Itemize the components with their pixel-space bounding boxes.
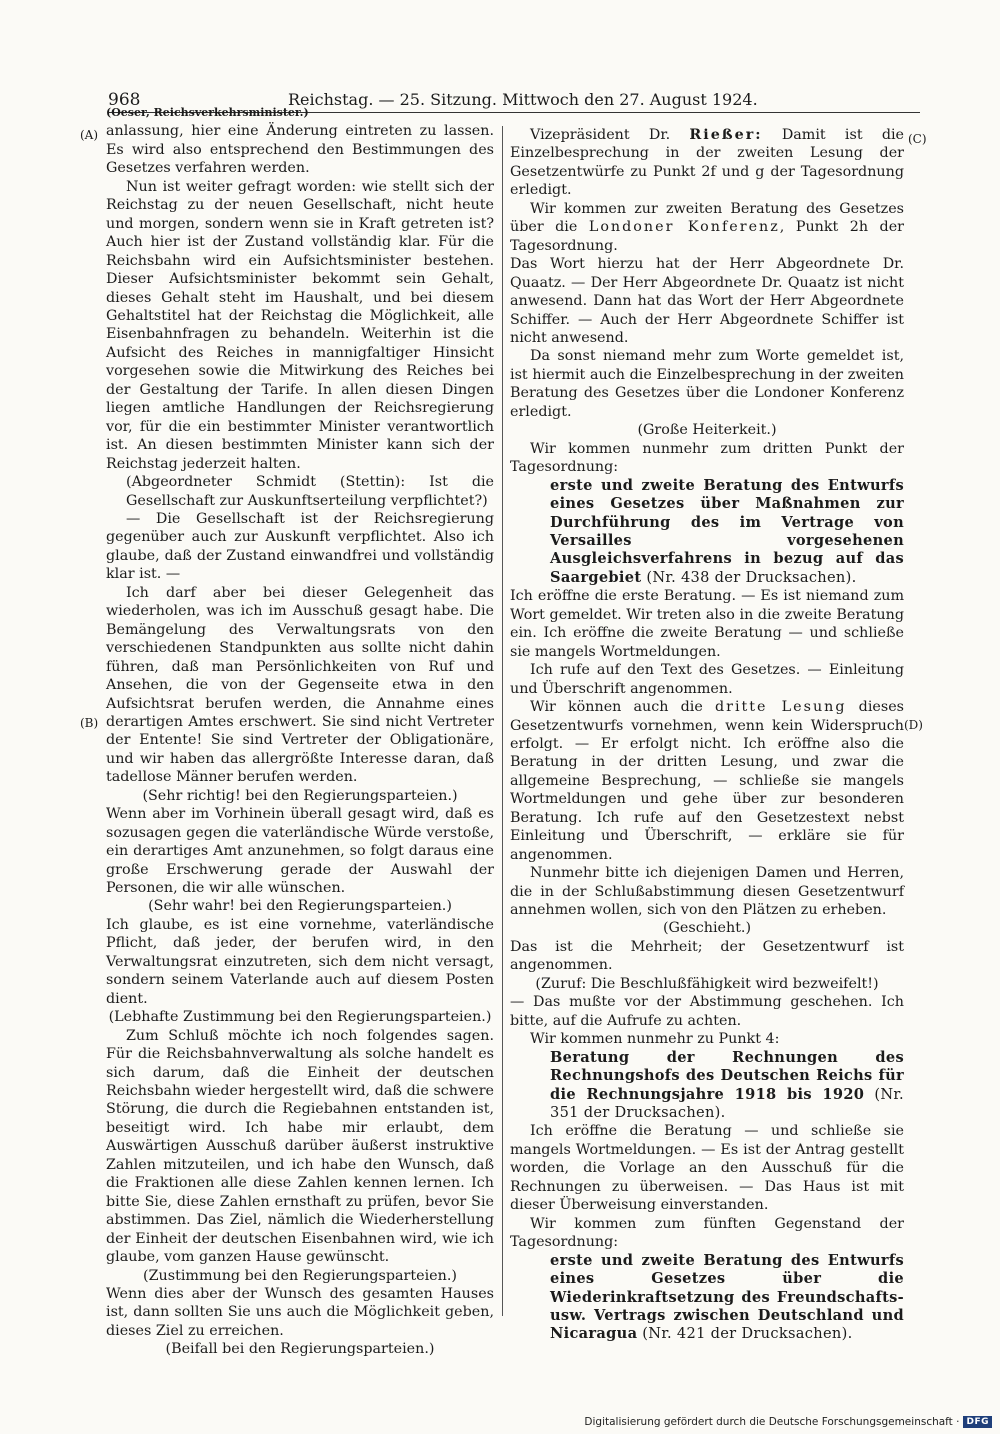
paragraph: Wir kommen nunmehr zum dritten Punkt der Tagesordnung: [510,440,904,476]
paragraph: — Das mußte vor der Abstimmung geschehen. Ich bitte, auf die Aufrufe zu achten. [510,994,904,1029]
reaction: (Sehr wahr! bei den Regierungsparteien.) [148,898,452,915]
paragraph: Ich darf aber bei dieser Gelegenheit das wiederholen, was ich im Ausschuß gesagt habe. Die Bemängelung des Verwaltungsrats von den verschiedenen Standpunkten aus sollte nicht dahin führen, daß man Persönlichkeiten von Ruf und Ansehen, die von der Gegenseite etwa in den Aufsichtsrat berufen werden, die Annahme eines derartigen Amtes erschwert. Sie sind nicht Vertreter der Entente! Sie sind Vertreter der Obligationäre, und wir haben das allergrößte Interesse daran, daß tadellose Männer berufen werden. [106,584,494,786]
paragraph: Wenn aber im Vorhinein überall gesagt wird, daß es sozusagen gegen die vaterländische Würde verstoße, ein derartiges Amt anzunehmen, so folgt daraus eine große Erschwerung gerade der Auswahl der Personen, die wir alle wünschen. [106,806,494,897]
paragraph: Ich eröffne die Beratung — und schließe sie mangels Wortmeldungen. — Es ist der Antrag gestellt worden, die Vorlage an den Ausschuß für die Rechnungen zu überweisen. — Das Haus ist mit dieser Überweisung einverstanden. [510,1123,904,1214]
agenda-item-title: erste und zweite Beratung des Entwurfs eines Gesetzes über die Wiederinkraftsetzung des Freundschafts- usw. Vertrags zwischen Deutschland und Nicaragua (Nr. 421 der Drucksachen). [550,1251,904,1343]
paragraph: Das ist die Mehrheit; der Gesetzentwurf ist angenommen. [510,938,904,974]
paragraph: Wir kommen zum fünften Gegenstand der Tagesordnung: [510,1215,904,1251]
page-number: 968 [108,90,141,110]
paragraph: Zum Schluß möchte ich noch folgendes sagen. Für die Reichsbahnverwaltung als solche handelt es sich darum, daß die Einheit der deutschen Reichsbahn wieder hergestellt wird, daß die schwere Störung, die durch die Regiebahnen entstanden ist, beseitigt wird. Ich habe mir erlaubt, dem Auswärtigen Ausschuß darüber äußerst instruktive Zahlen mitzuteilen, und ich habe den Wunsch, daß die Fraktionen alle diese Zahlen kennen lernen. Ich bitte Sie, diese Zahlen ernsthaft zu prüfen, bevor Sie abstimmen. Das Ziel, nämlich die Wiederherstellung der Einheit der deutschen Eisenbahnen wird, wie ich glaube, vom ganzen Hause gewünscht. [106,1027,494,1266]
paragraph: anlassung, hier eine Änderung eintreten zu lassen. Es wird also entsprechend den Bestimmungen des Gesetzes verfahren werden. [106,123,494,177]
margin-marker-a: (A) [80,128,99,142]
dfg-logo-icon: DFG [963,1416,992,1428]
left-column [106,104,494,1359]
digitization-footer [584,1416,992,1428]
paragraph: Wir kommen zur zweiten Beratung des Gesetzes über die Londoner Konferenz, Punkt 2h der Tagesordnung. [510,200,904,254]
paragraph: Wenn dies aber der Wunsch des gesamten Hauses ist, dann sollten Sie uns auch die Möglichkeit geben, dieses Ziel zu erreichen. [106,1286,494,1339]
running-title: Reichstag. — 25. Sitzung. Mittwoch den 27. August 1924. [288,90,758,109]
right-column [510,126,904,1344]
paragraph: Nunmehr bitte ich diejenigen Damen und Herren, die in der Schlußabstimmung diesen Gesetzentwurf annehmen wollen, sich von den Plätzen zu erheben. [510,865,904,919]
paragraph: Ich eröffne die erste Beratung. — Es ist niemand zum Wort gemeldet. Wir treten also in die zweite Beratung ein. Ich eröffne die zweite Beratung — und schließe sie mangels Wortmeldungen. [510,588,904,660]
paragraph: Nun ist weiter gefragt worden: wie stellt sich der Reichstag zu der neuen Gesellschaft, nicht heute und morgen, sondern wenn sie in Kraft getreten ist? Auch hier ist der Zustand vollständig klar. Für die Reichsbahn wird ein Aufsichtsminister bestehen. Dieser Aufsichtsminister bekommt sein Gehalt, dieses Gehalt steht im Haushalt, und bei diesem Gehaltstitel hat der Reichstag die Möglichkeit, alle Eisenbahnfragen zu behandeln. Weiterhin ist die Aufsicht des Reiches in mannigfaltiger Hinsicht vorgesehen sowie die Mitwirkung des Reiches bei der Gestaltung der Tarife. In allen diesen Dingen liegen amtliche Handlungen der Reichsregierung vor, für die ein bestimmter Minister verantwortlich ist. An diesen bestimmten Minister kann sich der Reichstag jederzeit halten. [106,178,494,472]
margin-marker-b: (B) [80,716,99,730]
reaction: (Zustimmung bei den Regierungsparteien.) [143,1267,457,1284]
margin-marker-c: (C) [908,132,927,146]
paragraph: Das Wort hierzu hat der Herr Abgeordnete Dr. Quaatz. — Der Herr Abgeordnete Dr. Quaatz ist nicht anwesend. Dann hat das Wort der Herr Abgeordnete Schiffer. — Auch der Herr Abgeordnete Schiffer ist nicht anwesend. [510,256,904,346]
paragraph: — Die Gesellschaft ist der Reichsregierung gegenüber auch zur Auskunft verpflichtet. Also ich glaube, daß der Zustand einwandfrei und vollständig klar ist. — [106,510,494,583]
speaker-tag: (Oeser, Reichsverkehrsminister.) [106,106,309,119]
paragraph: Da sonst niemand mehr zum Worte gemeldet ist, ist hiermit auch die Einzelbesprechung in der zweiten Beratung des Gesetzes über die Londoner Konferenz erledigt. [510,348,904,420]
paragraph: Ich rufe auf den Text des Gesetzes. — Einleitung und Überschrift angenommen. [510,662,904,697]
reaction: (Große Heiterkeit.) [637,422,777,439]
margin-marker-d: (D) [904,718,923,732]
interjection: (Abgeordneter Schmidt (Stettin): Ist die Gesellschaft zur Auskunftserteilung verpflichtet?) [126,474,494,509]
footer-text: Digitalisierung gefördert durch die Deutsche Forschungsgemeinschaft · [584,1416,960,1428]
reaction: (Geschieht.) [662,920,752,937]
speaker-name: Rießer: [689,127,763,143]
agenda-item-title: erste und zweite Beratung des Entwurfs eines Gesetzes über Maßnahmen zur Durchführung des im Vertrage von Versailles vorgesehenen Ausgleichsverfahrens in bezug auf das Saargebiet (Nr. 438 der Drucksachen). [550,476,904,586]
column-divider [502,126,503,1316]
reaction: (Lebhafte Zustimmung bei den Regierungsparteien.) [108,1009,492,1026]
reaction: (Beifall bei den Regierungsparteien.) [165,1341,435,1358]
paragraph: Ich glaube, es ist eine vornehme, vaterländische Pflicht, daß jeder, der berufen wird, in den Verwaltungsrat einzutreten, sich dem nicht versagt, sondern seinem Vaterlande auch auf diesem Posten dient. [106,916,494,1007]
reaction: (Zuruf: Die Beschlußfähigkeit wird bezweifelt!) [535,975,879,992]
agenda-item-title: Beratung der Rechnungen des Rechnungshofs des Deutschen Reichs für die Rechnungsjahre 1918 bis 1920 (Nr. 351 der Drucksachen). [550,1048,904,1122]
paragraph: Wir kommen nunmehr zu Punkt 4: [530,1031,780,1048]
paragraph: Vizepräsident Dr. Rießer: Damit ist die Einzelbesprechung in der zweiten Lesung der Gesetzentwürfe zu Punkt 2f und g der Tagesordnung erledigt. [510,127,905,199]
paragraph: Wir können auch die dritte Lesung dieses Gesetzentwurfs vornehmen, wenn kein Widerspruch erfolgt. — Er erfolgt nicht. Ich eröffne also die Beratung in der dritten Lesung, und zwar die allgemeine Besprechung, — schließe sie mangels Wortmeldungen und gehe über zur besonderen Beratung. Ich rufe auf den Gesetzestext nebst Einleitung und Überschrift, — erkläre sie für angenommen. [510,699,904,863]
reaction: (Sehr richtig! bei den Regierungsparteien.) [142,787,458,804]
